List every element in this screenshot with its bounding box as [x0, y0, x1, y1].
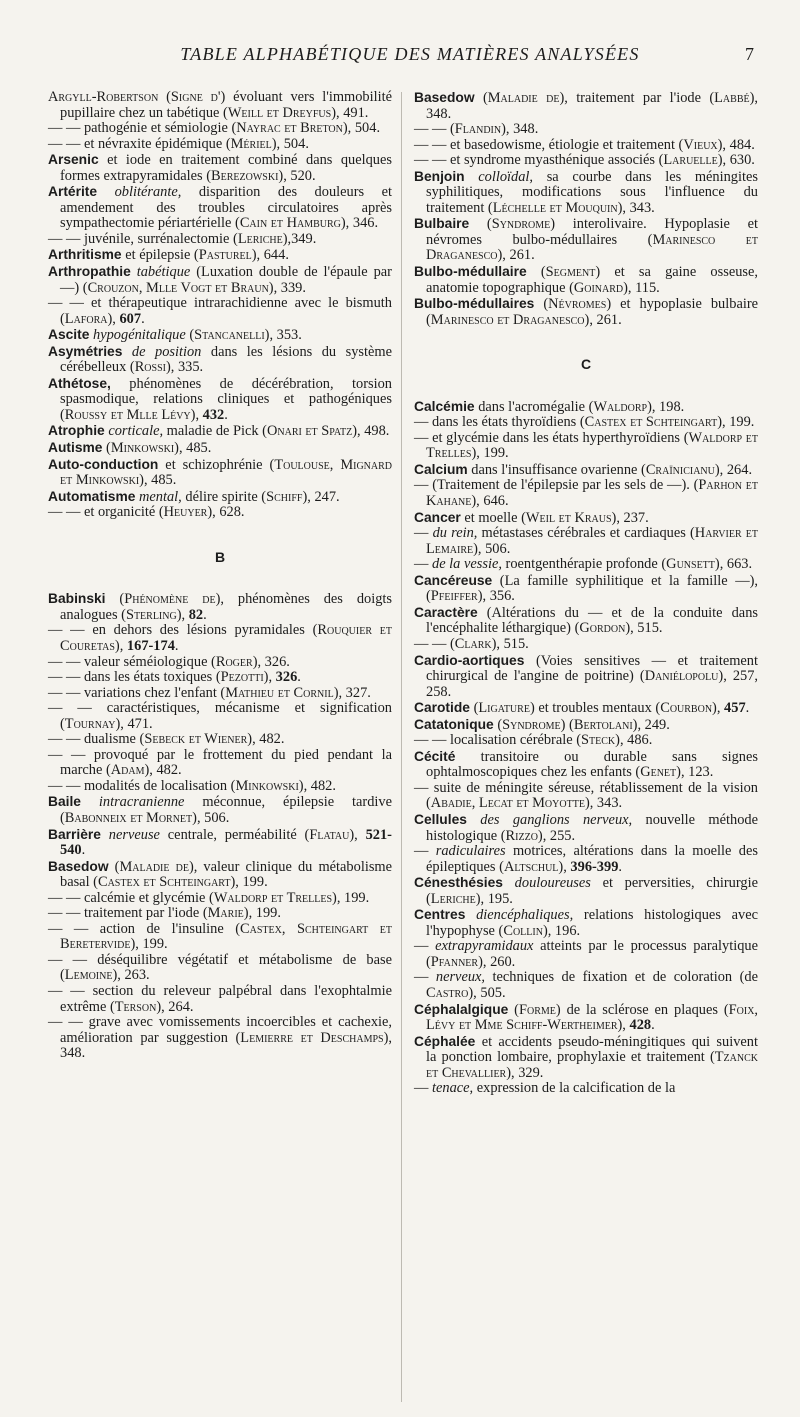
- index-entry-argyll: Argyll-Robertson (Signe d') évoluant vers l'immobilité pupillaire chez un tabétique (Weill et Dreyfus), 491.: [48, 89, 392, 121]
- index-entry-autisme: Autisme (Minkowski), 485.: [48, 440, 212, 457]
- running-title: TABLE ALPHABÉTIQUE DES MATIÈRES ANALYSÉES: [180, 44, 640, 64]
- index-entry-athetose: Athétose, phénomènes de décérébration, torsion spasmodique, relations cliniques et pathogéniques (Roussy et Mlle Lévy), 432.: [48, 375, 392, 423]
- index-entry-cephalee: Céphalée et accidents pseudo-méningitiques qui suivent la ponction lombaire, prophylaxie et traitement (Tzanck et Chevallier), 329.: [414, 1033, 758, 1081]
- index-entry-caractere-2: — — (Clark), 515.: [414, 635, 529, 652]
- index-entry-bulbomedullaires: Bulbo-médullaires (Névromes) et hypoplasie bulbaire (Marinesco et Draganesco), 261.: [414, 296, 759, 328]
- index-entry-cancer-3: — de la vessie, roentgenthérapie profonde (Gunsett), 663.: [414, 556, 753, 573]
- index-entry-cenesthesies: Cénesthésies douloureuses et perversities, chirurgie (Leriche), 195.: [414, 875, 758, 907]
- index-entry-basedow-7: — — grave avec vomissements incoercibles et cachexie, amélioration par suggestion (Lemierre et Deschamps), 348.: [48, 1014, 392, 1062]
- index-entry-arterite: Artérite oblitérante, disparition des douleurs et amendement des troubles circulatoires après sympathectomie périartérielle (Cain et Hamburg), 346.: [48, 184, 392, 232]
- index-entry-arthropathie-2: — — et thérapeutique intrarachidienne avec le bismuth (Lafora), 607.: [48, 295, 392, 327]
- index-entry-calcium-2: — (Traitement de l'épilepsie par les sels de —). (Parhon et Kahane), 646.: [414, 477, 758, 510]
- index-entry-baile: Baile intracranienne méconnue, épilepsie tardive (Babonneix et Mornet), 506.: [48, 794, 392, 826]
- index-entry-basedow-3: — — traitement par l'iode (Marie), 199.: [48, 905, 281, 922]
- index-entry-calcium: Calcium dans l'insuffisance ovarienne (Craïnicianu), 264.: [414, 461, 753, 478]
- index-entry-catatonique: Catatonique (Syndrome) (Bertolani), 249.: [414, 716, 670, 733]
- index-entry-basedow-4: — — action de l'insuline (Castex, Schteingart et Beretervide), 199.: [48, 920, 392, 953]
- index-entry-atrophie: Atrophie corticale, maladie de Pick (Onari et Spatz), 498.: [48, 423, 390, 440]
- index-entry-basedow-2: — — calcémie et glycémie (Waldorp et Trelles), 199.: [48, 889, 370, 906]
- index-entry-centres: Centres diencéphaliques, relations histologiques avec l'hypophyse (Collin), 196.: [414, 907, 758, 939]
- page-number: 7: [745, 44, 754, 64]
- index-entry-basedow-r4: — — et syndrome myasthénique associés (Laruelle), 630.: [414, 152, 755, 169]
- index-entry-ascite: Ascite hypogénitalique (Stancanelli), 353.: [48, 327, 302, 344]
- index-entry-babinski-4: — — dans les états toxiques (Pezotti), 326.: [48, 669, 301, 686]
- index-entry-catatonique-2: — — localisation cérébrale (Steck), 486.: [414, 732, 653, 749]
- column-divider: [401, 92, 402, 1402]
- index-entry-bulbomedullaire: Bulbo-médullaire (Segment) et sa gaine osseuse, anatomie topographique (Goinard), 115.: [414, 264, 758, 296]
- index-entry-babinski-7: — — dualisme (Sebeck et Wiener), 482.: [48, 731, 285, 748]
- index-entry-arsenic: Arsenic et iode en traitement combiné dans quelques formes extrapyramidales (Berezowski), 520.: [48, 152, 392, 184]
- index-entry-cardioaortiques: Cardio-aortiques (Voies sensitives — et traitement chirurgical de l'angine de poitrine) (Daniélopolu), 257, 258.: [414, 652, 759, 700]
- index-entry-cancer-2: — du rein, métastases cérébrales et cardiaques (Harvier et Lemaire), 506.: [414, 525, 758, 557]
- index-entry-barriere: Barrière nerveuse centrale, perméabilité (Flatau), 521-540.: [48, 826, 392, 859]
- index-entry-babinski-8: — — provoqué par le frottement du pied pendant la marche (Adam), 482.: [48, 746, 392, 779]
- index-entry-benjoin: Benjoin colloïdal, sa courbe dans les méningites syphilitiques, modifications sous l'influence du traitement (Léchelle et Mouquin), 343.: [414, 168, 758, 216]
- index-entry-argyll-3: — — et névraxite épidémique (Mériel), 504.: [48, 135, 309, 152]
- index-entry-babinski-5: — — variations chez l'enfant (Mathieu et Cornil), 327.: [48, 684, 371, 701]
- index-entry-automatisme: Automatisme mental, délire spirite (Schiff), 247.: [48, 488, 340, 505]
- index-entry-cephalee-2: — tenace, expression de la calcification de la: [414, 1080, 676, 1097]
- index-entry-babinski-2: — — en dehors des lésions pyramidales (Rouquier et Couretas), 167-174.: [48, 622, 392, 654]
- page-header: [40, 44, 770, 76]
- index-entry-calcemie: Calcémie dans l'acromégalie (Waldorp), 198.: [414, 398, 685, 415]
- index-entry-calcemie-3: — et glycémie dans les états hyperthyroïdiens (Waldorp et Trelles), 199.: [414, 429, 758, 462]
- index-entry-arthropathie: Arthropathie tabétique (Luxation double de l'épaule par —) (Crouzon, Mlle Vogt et Braun), 339.: [48, 264, 392, 296]
- index-entry-arterite-2: — — juvénile, surrénalectomie (Leriche),349.: [48, 230, 317, 247]
- index-entry-babinski-9: — — modalités de localisation (Minkowski), 482.: [48, 777, 336, 794]
- index-entry-cellules: Cellules des ganglions nerveux, nouvelle méthode histologique (Rizzo), 255.: [414, 811, 758, 844]
- left-column: [48, 90, 392, 1062]
- index-entry-cephalalgique: Céphalalgique (Forme) de la sclérose en plaques (Foix, Lévy et Mme Schiff-Wertheimer), 428.: [414, 1001, 759, 1034]
- index-entry-cancer: Cancer et moelle (Weil et Kraus), 237.: [414, 509, 649, 526]
- index-entry-basedow-6: — — section du releveur palpébral dans l'exophtalmie extrême (Terson), 264.: [48, 982, 392, 1015]
- index-entry-basedow-r1: Basedow (Maladie de), traitement par l'iode (Labbé), 348.: [414, 90, 758, 122]
- index-entry-centres-2: — extrapyramidaux atteints par le processus paralytique (Pfanner), 260.: [414, 938, 758, 970]
- index-entry-centres-3: — nerveux, techniques de fixation et de coloration (de Castro), 505.: [414, 969, 758, 1001]
- index-entry-cecite: Cécité transitoire ou durable sans signes ophtalmoscopiques chez les enfants (Genet), 123.: [414, 748, 758, 781]
- right-column: [414, 90, 758, 1097]
- index-entry-cecite-2: — suite de méningite séreuse, rétablissement de la vision (Abadie, Lecat et Moyotte), 343.: [414, 779, 758, 812]
- section-letter-c: C: [580, 356, 592, 373]
- index-entry-babinski: Babinski (Phénomène de), phénomènes des doigts analogues (Sterling), 82.: [48, 591, 392, 623]
- index-entry-cellules-2: — radiculaires motrices, altérations dans la moelle des épileptiques (Altschul), 396-399.: [414, 843, 758, 875]
- section-letter-b: B: [214, 548, 226, 565]
- index-entry-cancereuse: Cancéreuse (La famille syphilitique et la famille —), (Pfeiffer), 356.: [414, 572, 758, 605]
- index-entry-basedow-r3: — — et basedowisme, étiologie et traitement (Vieux), 484.: [414, 136, 755, 153]
- index-entry-autoconduction: Auto-conduction et schizophrénie (Toulouse, Mignard et Minkowski), 485.: [48, 456, 392, 489]
- index-entry-calcemie-2: — dans les états thyroïdiens (Castex et Schteingart), 199.: [414, 414, 755, 431]
- index-entry-argyll-2: — — pathogénie et sémiologie (Nayrac et Breton), 504.: [48, 120, 381, 137]
- index-entry-bulbaire: Bulbaire (Syndrome) interolivaire. Hypoplasie et névromes bulbo-médullaires (Marinesco et Draganesco), 261.: [414, 216, 759, 264]
- index-entry-carotide: Carotide (Ligature) et troubles mentaux (Courbon), 457.: [414, 700, 750, 717]
- index-entry-arthritisme: Arthritisme et épilepsie (Pasturel), 644.: [48, 247, 289, 264]
- index-entry-asymetries: Asymétries de position dans les lésions du système cérébelleux (Rossi), 335.: [48, 343, 392, 376]
- index-entry-basedow-r2: — — (Flandin), 348.: [414, 121, 539, 138]
- index-entry-automatisme-2: — — et organicité (Heuyer), 628.: [48, 504, 245, 521]
- index-entry-babinski-6: — — caractéristiques, mécanisme et signification (Tournay), 471.: [48, 700, 392, 732]
- index-entry-caractere: Caractère (Altérations du — et de la conduite dans l'encéphalite léthargique) (Gordon), 515.: [414, 604, 758, 637]
- index-entry-babinski-3: — — valeur séméiologique (Roger), 326.: [48, 653, 290, 670]
- index-entry-basedow: Basedow (Maladie de), valeur clinique du métabolisme basal (Castex et Schteingart), 199.: [48, 858, 392, 891]
- index-entry-basedow-5: — — déséquilibre végétatif et métabolisme de base (Lemoine), 263.: [48, 951, 392, 984]
